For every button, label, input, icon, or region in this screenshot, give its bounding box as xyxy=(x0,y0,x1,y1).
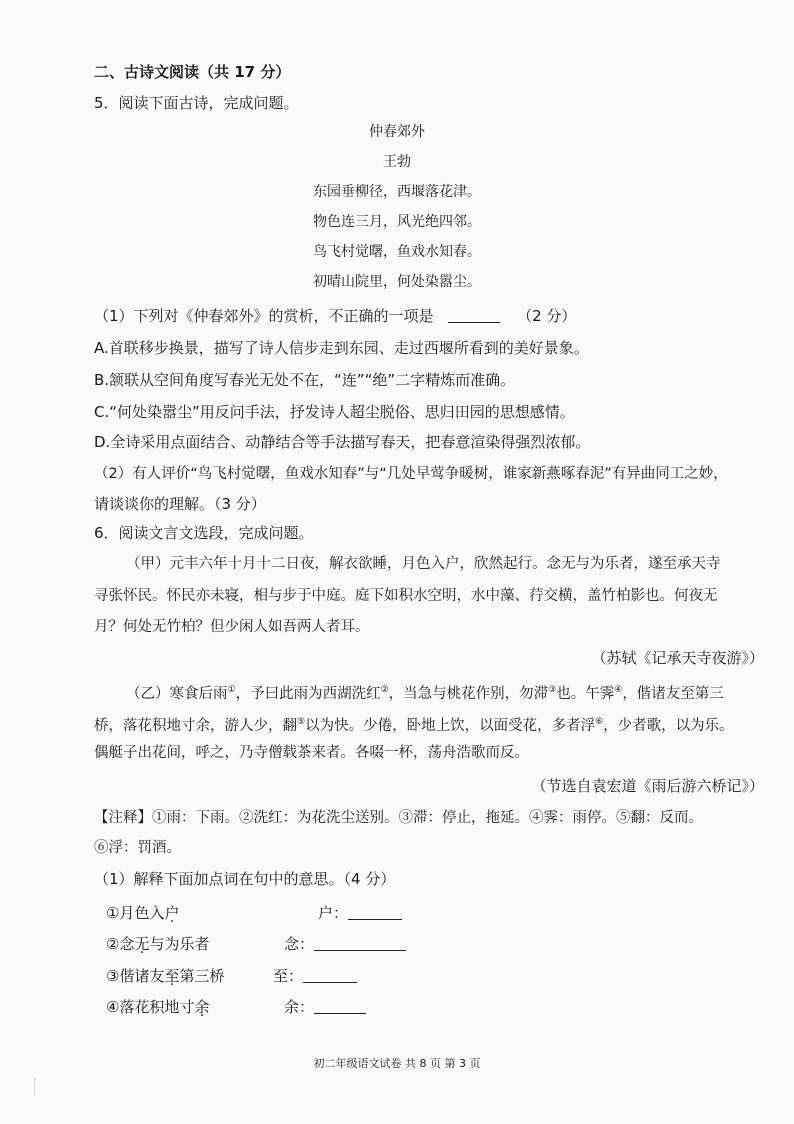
question-5-2-line: 请谈谈你的理解。（3 分） xyxy=(94,495,266,513)
question-5-1-stem: （1）下列对《仲春郊外》的赏析，不正确的一项是 xyxy=(94,307,434,325)
footnote-marker: ② xyxy=(380,685,389,695)
option-b: B.颔联从空间角度写春光无处不在，“连”“绝”二字精炼而准确。 xyxy=(94,371,516,389)
dotted-word: 无 xyxy=(134,935,150,953)
question-5-intro: 5．阅读下面古诗，完成问题。 xyxy=(94,94,299,112)
vocab-item xyxy=(106,903,179,923)
vocab-item xyxy=(106,934,209,954)
footnote-marker: ③ xyxy=(548,685,557,695)
question-6-1: （1）解释下面加点词在句中的意思。（4 分） xyxy=(94,870,396,888)
answer-blank[interactable] xyxy=(303,968,357,983)
poem-title: 仲春郊外 xyxy=(369,124,425,140)
dotted-word: 户 xyxy=(164,904,180,922)
text-run: ，予曰此雨为西湖洗红 xyxy=(235,685,381,702)
vocab-answer xyxy=(318,903,402,923)
poem-line: 东园垂柳径，西堰落花津。 xyxy=(313,184,481,200)
notes-line: 【注释】①雨：下雨。②洗红：为花洗尘送别。③滞：停止，拖延。④霁：雨停。⑤翻：反而。 xyxy=(94,810,703,826)
poem-author: 王勃 xyxy=(383,154,411,170)
text-run: ②念 xyxy=(106,935,135,953)
passage-yi-line: 偶艇子出花间，呼之，乃寺僧载茶来者。各啜一杯，荡舟浩歌而反。 xyxy=(94,745,529,761)
poem-line: 初晴山院里，何处染嚣尘。 xyxy=(313,274,481,290)
footnote-marker: ④ xyxy=(614,685,623,695)
text-run: ④落花积地寸 xyxy=(106,998,195,1016)
option-a: A.首联移步换景，描写了诗人信步走到东园、走过西堰所看到的美好景象。 xyxy=(94,339,589,357)
dotted-word: 至 xyxy=(164,967,180,985)
question-6-intro: 6．阅读文言文选段，完成问题。 xyxy=(94,524,314,542)
answer-blank[interactable] xyxy=(314,936,406,951)
text-run: （乙）寒食后雨 xyxy=(126,685,228,702)
text-run: ，少者歌，以为乐。 xyxy=(603,717,734,734)
page-footer: 初二年级语文试卷 共 8 页 第 3 页 xyxy=(313,1057,481,1070)
text-run: 也。午霁 xyxy=(556,685,615,702)
question-5-2-line: （2）有人评价“鸟飞村觉曙，鱼戏水知春”与“几处早莺争暖树，谁家新燕啄春泥”有异曲同工之妙， xyxy=(94,466,728,482)
passage-jia-line: 寻张怀民。怀民亦未寝，相与步于中庭。庭下如积水空明，水中藻、荇交横，盖竹柏影也。何夜无 xyxy=(94,588,718,604)
passage-yi-line xyxy=(126,680,724,704)
question-5-1-points: （2 分） xyxy=(517,307,577,325)
text-run: 以为快。少倦，卧地上饮，以面受花，多者浮 xyxy=(305,717,596,734)
answer-label: 余： xyxy=(284,998,315,1016)
vocab-answer xyxy=(284,997,366,1017)
text-run: 第三桥 xyxy=(179,967,225,985)
answer-blank[interactable] xyxy=(348,905,402,920)
answer-label: 户： xyxy=(318,904,349,922)
text-run: ，偕诸友至第三 xyxy=(622,685,724,702)
scan-edge-mark xyxy=(34,1078,35,1096)
footnote-marker: ⑥ xyxy=(595,717,604,727)
vocab-item xyxy=(106,997,209,1017)
text-run: 桥，落花积地寸余，游人少，翻 xyxy=(94,717,297,734)
text-run: ，当急与桃花作别，勿滞 xyxy=(388,685,549,702)
passage-jia-source: （苏轼《记承天寺夜游》） xyxy=(591,649,764,667)
footnote-marker: ① xyxy=(227,685,236,695)
passage-jia-line: （甲）元丰六年十月十二日夜，解衣欲睡，月色入户，欣然起行。念无与为乐者，遂至承天寺 xyxy=(126,556,721,572)
answer-blank[interactable] xyxy=(448,308,500,323)
passage-jia-line: 月？何处无竹柏？但少闲人如吾两人者耳。 xyxy=(94,619,370,635)
footnote-marker: ⑤ xyxy=(297,717,306,727)
vocab-answer xyxy=(284,934,406,954)
answer-label: 至： xyxy=(273,967,304,985)
vocab-answer xyxy=(273,966,357,986)
poem-line: 物色连三月，风光绝四邻。 xyxy=(313,214,481,230)
question-5-1 xyxy=(94,306,576,326)
passage-yi-line xyxy=(94,712,734,736)
answer-blank[interactable] xyxy=(314,999,366,1014)
text-run: ③偕诸友 xyxy=(106,967,165,985)
notes-line: ⑥浮：罚酒。 xyxy=(94,840,181,856)
option-d: D.全诗采用点面结合、动静结合等手法描写春天，把春意渲染得强烈浓郁。 xyxy=(94,433,591,451)
passage-yi-source: （节选自袁宏道《雨后游六桥记》） xyxy=(531,777,764,795)
option-c: C.“何处染嚣尘”用反问手法，抒发诗人超尘脱俗、思归田园的思想感情。 xyxy=(94,403,575,421)
answer-label: 念： xyxy=(284,935,315,953)
section-title: 二、古诗文阅读（共 17 分） xyxy=(94,63,291,81)
text-run: 与为乐者 xyxy=(149,935,210,953)
poem-line: 鸟飞村觉曙，鱼戏水知春。 xyxy=(313,244,481,260)
dotted-word: 余 xyxy=(194,998,210,1016)
vocab-item xyxy=(106,966,224,986)
text-run: ①月色入 xyxy=(106,904,165,922)
